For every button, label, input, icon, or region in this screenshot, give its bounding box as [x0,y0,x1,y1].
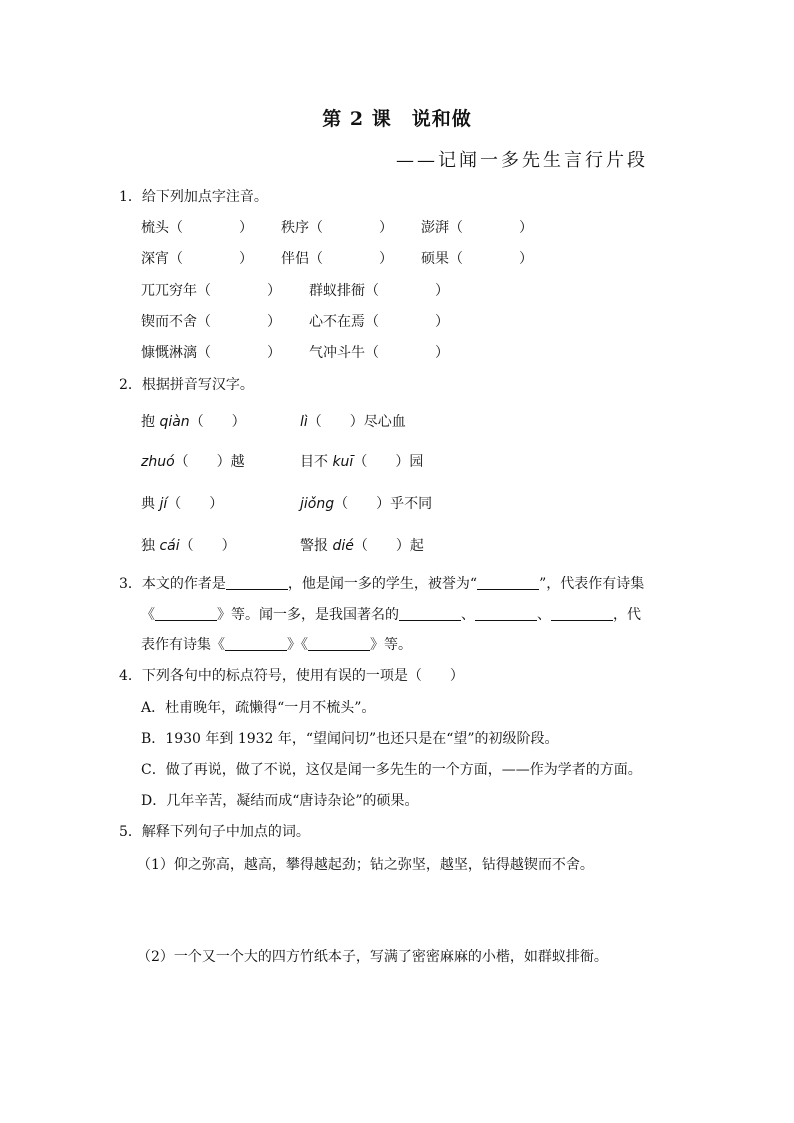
q1-item: 锲而不舍（ ） [141,314,281,330]
q2-item-pinyin: dié [332,538,354,554]
q3-text: 3．本文的作者是 [119,576,226,592]
q3-blank[interactable] [226,575,288,590]
q3-text: ，他是闻一多的学生，被誉为“ [287,576,478,592]
q3-text: ，代 [613,607,641,623]
q5-prompt: 5．解释下列句子中加点的词。 [119,824,310,840]
q3-line-1 [119,573,644,593]
q2-item-pinyin: zhuó [141,454,175,470]
q5-sentence-2: （2）一个又一个大的四方竹纸本子，写满了密密麻麻的小楷，如群蚁排衙。 [137,949,608,965]
q2-item-suffix: （ ）尽心血 [307,414,406,430]
q3-line-3 [141,634,412,654]
q3-blank[interactable] [308,636,370,651]
q1-item: 慷慨淋漓（ ） [141,345,281,361]
q3-text: ”，代表作有诗集 [539,576,645,592]
q2-item-suffix: （ ）越 [174,454,245,470]
q2-item [300,411,406,431]
q3-blank[interactable] [155,606,217,621]
q1-item: 深宵（ ） [141,251,253,267]
q1-item: 硕果（ ） [421,251,533,267]
q3-blank[interactable] [399,606,461,621]
q2-item [141,493,223,513]
q3-blank[interactable] [551,606,613,621]
q1-item: 心不在焉（ ） [309,314,449,330]
q3-blank[interactable] [475,606,537,621]
q3-text: 》等。 [370,637,412,653]
q4-option-a: A．杜甫晚年，疏懒得“一月不梳头”。 [141,700,376,716]
q1-prompt: 1．给下列加点字注音。 [119,189,268,205]
q2-item-pinyin: kuī [332,454,354,470]
q1-item: 群蚁排衙（ ） [309,283,449,299]
q2-item-suffix: （ ）乎不同 [334,496,433,512]
q4-option-c: C．做了再说，做了不说，这仅是闻一多先生的一个方面，——作为学者的方面。 [141,762,642,778]
q4-prompt: 4．下列各句中的标点符号，使用有误的一项是（ ） [119,668,464,684]
q2-item-suffix: （ ） [179,538,236,554]
q1-item: 澎湃（ ） [421,220,533,236]
q2-item [141,411,246,431]
q4-option-b: B．1930 年到 1932 年，“望闻问切”也还只是在“望”的初级阶段。 [141,731,559,747]
q3-text: 《 [141,607,155,623]
q3-text: 》《 [287,637,308,653]
q3-blank[interactable] [477,575,539,590]
q2-item [141,451,245,471]
q4-option-d: D．几年辛苦，凝结而成“唐诗杂论”的硕果。 [141,793,419,809]
q2-item [141,535,236,555]
q3-line-2 [141,604,641,624]
q1-item: 秩序（ ） [281,220,393,236]
q2-item-suffix: （ ）起 [353,538,424,554]
q1-item: 伴侣（ ） [281,251,393,267]
q2-item-suffix: （ ） [167,496,224,512]
q2-item-prefix: 独 [141,538,160,554]
q3-text: 、 [461,607,475,623]
q3-text: 、 [537,607,551,623]
q3-blank[interactable] [225,636,287,651]
q3-text: 》等。闻一多，是我国著名的 [217,607,399,623]
q2-prompt: 2．根据拼音写汉字。 [119,377,254,393]
q3-text: 表作有诗集《 [141,637,225,653]
q1-item: 梳头（ ） [141,220,253,236]
q2-item-suffix: （ ） [189,414,246,430]
q2-item-prefix: 抱 [141,414,160,430]
q2-item-prefix: 警报 [300,538,333,554]
q2-item-pinyin: cái [159,538,180,554]
lesson-title: 第 2 课 说和做 [322,108,472,130]
q2-item-pinyin: lì [300,414,308,430]
q2-item [300,493,432,513]
q2-item-prefix: 目不 [300,454,333,470]
q1-item: 兀兀穷年（ ） [141,283,281,299]
q2-item [300,535,424,555]
q5-sentence-1: （1）仰之弥高，越高，攀得越起劲；钻之弥坚，越坚，钻得越锲而不舍。 [137,857,594,873]
q2-item-pinyin: jiǒng [300,496,335,512]
q2-item-pinyin: jí [159,496,168,512]
q2-item [300,451,423,471]
lesson-subtitle: ——记闻一多先生言行片段 [396,150,648,171]
q1-item: 气冲斗牛（ ） [309,345,449,361]
q2-item-suffix: （ ）园 [353,454,424,470]
q2-item-prefix: 典 [141,496,160,512]
q2-item-pinyin: qiàn [159,414,190,430]
